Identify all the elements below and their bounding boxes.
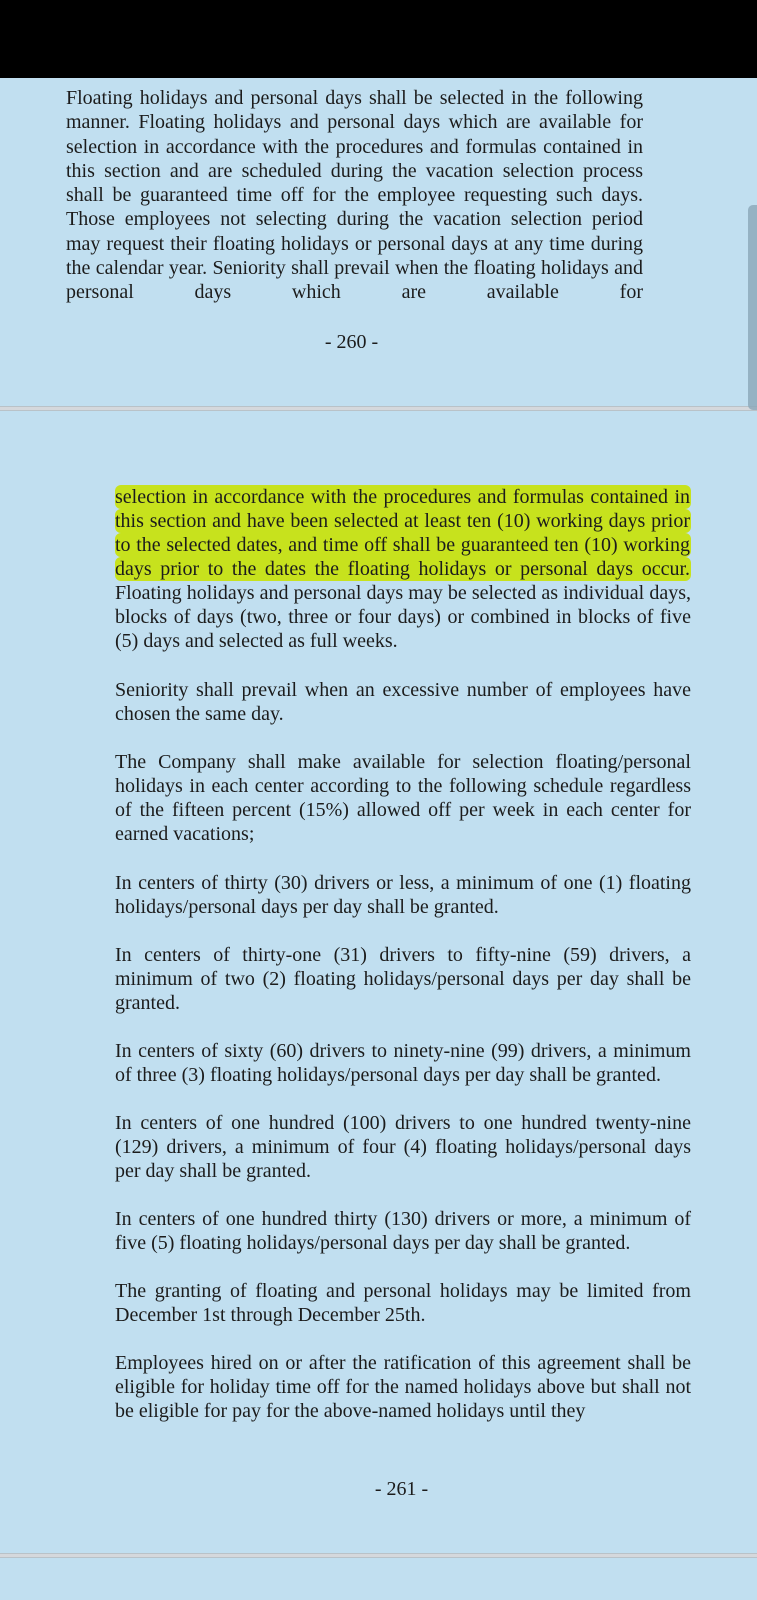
paragraph-seniority: Seniority shall prevail when an excessive number of employees have chosen the same day. [115,679,691,725]
page-260-paragraph: Floating holidays and personal days shall be selected in the following manner. Floating holidays and personal days which are available for selection in accordance with the procedures and formulas contained in this section and are scheduled during the vacation selection process shall be guaranteed time off for the employee requesting such days. Those employees not selecting during the vacation selection period may request their floating holidays or personal days at any time during the calendar year. Seniority shall prevail when the floating holidays and personal days which are available for [66,87,643,304]
paragraph-sixty-drivers: In centers of sixty (60) drivers to ninety-nine (99) drivers, a minimum of three (3) floating holidays/personal days per day shall be granted. [115,1040,691,1086]
highlighted-text[interactable]: selection in accordance with the procedures and formulas contained in this section and have been selected at least ten (10) working days prior to the selected dates, and time off shall be guaranteed ten (10) working days prior to the dates the floating holidays or personal days occur. [115,486,690,580]
page-number-260: - 260 - [324,331,379,353]
status-bar [0,0,757,78]
paragraph-thirty-one-drivers: In centers of thirty-one (31) drivers to fifty-nine (59) drivers, a minimum of two (2) floating holidays/personal days per day shall be granted. [115,944,691,1014]
page-260 [0,78,757,406]
page-262 [0,1558,757,1600]
paragraph-one-hundred-drivers: In centers of one hundred (100) drivers to one hundred twenty-nine (129) drivers, a minimum of four (4) floating holidays/personal days per day shall be granted. [115,1112,691,1182]
paragraph-text: Floating holidays and personal days may be selected as individual days, blocks of days (two, three or four days) or combined in blocks of five (5) days and selected as full weeks. [115,582,691,652]
paragraph-selection [115,485,691,653]
paragraph-thirty-drivers: In centers of thirty (30) drivers or less, a minimum of one (1) floating holidays/personal days per day shall be granted. [115,872,691,918]
paragraph-new-hires: Employees hired on or after the ratification of this agreement shall be eligible for holiday time off for the named holidays above but shall not be eligible for pay for the above-named holidays until they [115,1352,691,1422]
scrollbar-handle[interactable] [748,205,757,410]
page-number-261: - 261 - [374,1478,429,1500]
paragraph-one-hundred-thirty-drivers: In centers of one hundred thirty (130) drivers or more, a minimum of five (5) floating holidays/personal days per day shall be granted. [115,1208,691,1254]
paragraph-schedule: The Company shall make available for selection floating/personal holidays in each center according to the following schedule regardless of the fifteen percent (15%) allowed off per week in each center for earned vacations; [115,751,691,845]
page-261 [0,411,757,1553]
paragraph-december-limit: The granting of floating and personal holidays may be limited from December 1st through December 25th. [115,1280,691,1326]
